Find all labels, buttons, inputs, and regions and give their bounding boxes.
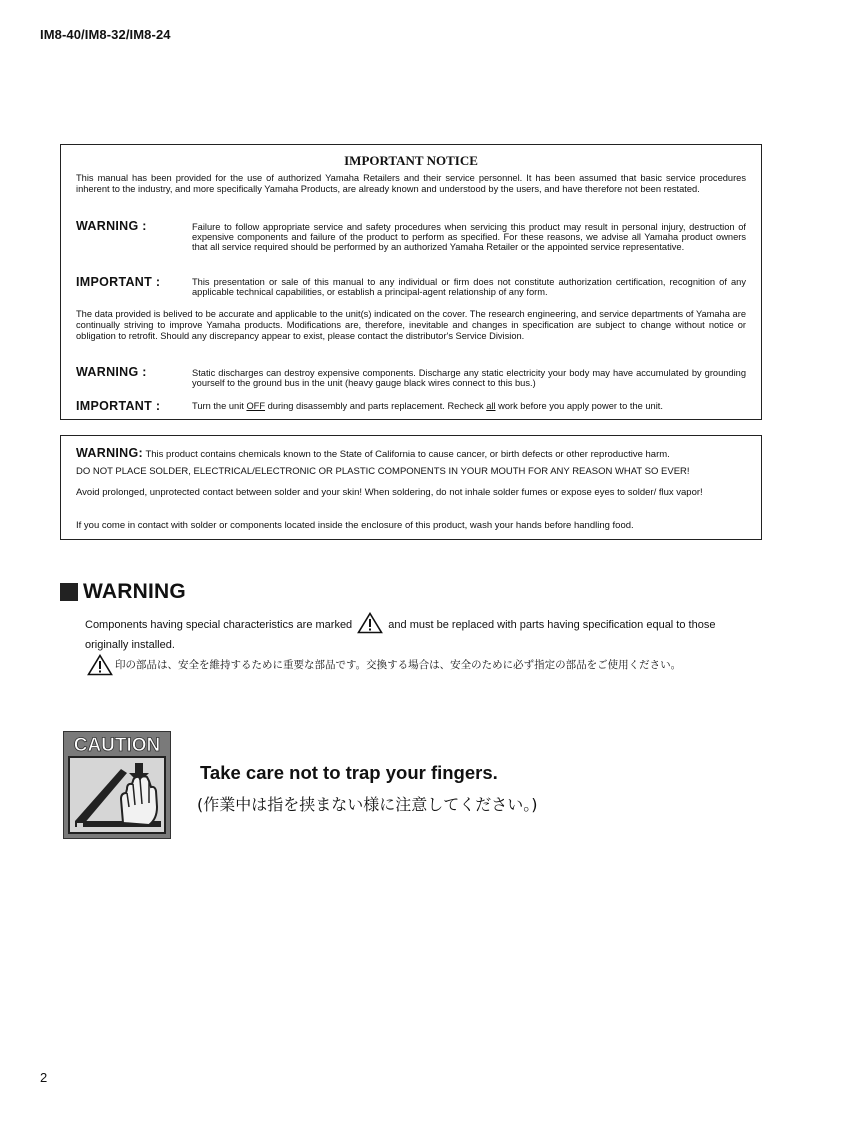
important-label-2: IMPORTANT :: [76, 399, 161, 413]
page-number: 2: [40, 1070, 48, 1085]
warning-label-1: WARNING :: [76, 219, 147, 233]
caution-message: Take care not to trap your fingers.: [200, 762, 498, 783]
warning-triangle-icon: [87, 654, 113, 682]
california-warning-label: WARNING:: [76, 446, 143, 460]
caution-icon-label: CAUTION: [73, 735, 161, 756]
california-warning-line: WARNING: This product contains chemicals known to the State of California to cause cancer, or birth defects or other reproductive harm.: [76, 446, 670, 460]
japanese-warning-line: 印の部品は、安全を維持するために重要な部品です。交換する場合は、安全のために必ず指定の部品をご使用ください。: [85, 654, 681, 682]
warning-text-1: Failure to follow appropriate service and safety procedures when servicing this product may result in personal injury, destruction of expensive components and failure of the product to perform as specified. For these reasons, we advise all Yamaha product owners that all service required should be performed by an authorized Yamaha Retailer or the appointed service representative.: [192, 222, 746, 252]
solder-warning-line: DO NOT PLACE SOLDER, ELECTRICAL/ELECTRONIC OR PLASTIC COMPONENTS IN YOUR MOUTH FOR ANY REASON WHAT SO EVER!: [76, 466, 690, 477]
important-text-2: Turn the unit OFF during disassembly and parts replacement. Recheck all work before you apply power to the unit.: [192, 401, 663, 411]
california-warning-box: [60, 435, 762, 540]
important-notice-box: [60, 144, 762, 420]
warning-label-2: WARNING :: [76, 365, 147, 379]
data-disclaimer: The data provided is belived to be accurate and applicable to the unit(s) indicated on the cover. The research engineering, and service departments of Yamaha are continually striving to improve Yamaha products. Modifications are, therefore, inevitable and changes in specification are subject to change without notice or obligation to retrofit. Should any discrepancy appear to exist, please contact the distributor's Service Division.: [76, 309, 746, 341]
warning-heading-marker: [60, 583, 78, 601]
document-model-header: IM8-40/IM8-32/IM8-24: [40, 27, 171, 42]
warning-body: Components having special characteristics are marked and must be replaced with parts having specification equal to those originally installed.: [85, 612, 745, 652]
caution-hand-icon: [63, 731, 171, 839]
solder-contact-warning: Avoid prolonged, unprotected contact between solder and your skin! When soldering, do not inhale solder fumes or expose eyes to solder/ flux vapor!: [76, 487, 703, 498]
warning-text-2: Static discharges can destroy expensive components. Discharge any static electricity your body may have accumulated by grounding yourself to the ground bus in the unit (heavy gauge black wires connect to this bus.): [192, 368, 746, 388]
notice-intro: This manual has been provided for the use of authorized Yamaha Retailers and their service personnel. It has been assumed that basic service procedures inherent to the industry, and more specifically Yamaha Products, are already known and understood by the users, and have therefore not been restated.: [76, 173, 746, 194]
wash-hands-warning: If you come in contact with solder or components located inside the enclosure of this product, wash your hands before handling food.: [76, 520, 634, 531]
caution-message-japanese: (作業中は指を挟まない様に注意してください。): [197, 795, 538, 814]
important-text-1: This presentation or sale of this manual to any individual or firm does not constitute authorization certification, recognition of any applicable technical capabilities, or establish a principal-agent relationship of any form.: [192, 277, 746, 297]
notice-title: IMPORTANT NOTICE: [344, 153, 478, 168]
warning-triangle-icon: [357, 612, 383, 638]
warning-heading: WARNING: [83, 580, 186, 603]
important-label-1: IMPORTANT :: [76, 275, 161, 289]
